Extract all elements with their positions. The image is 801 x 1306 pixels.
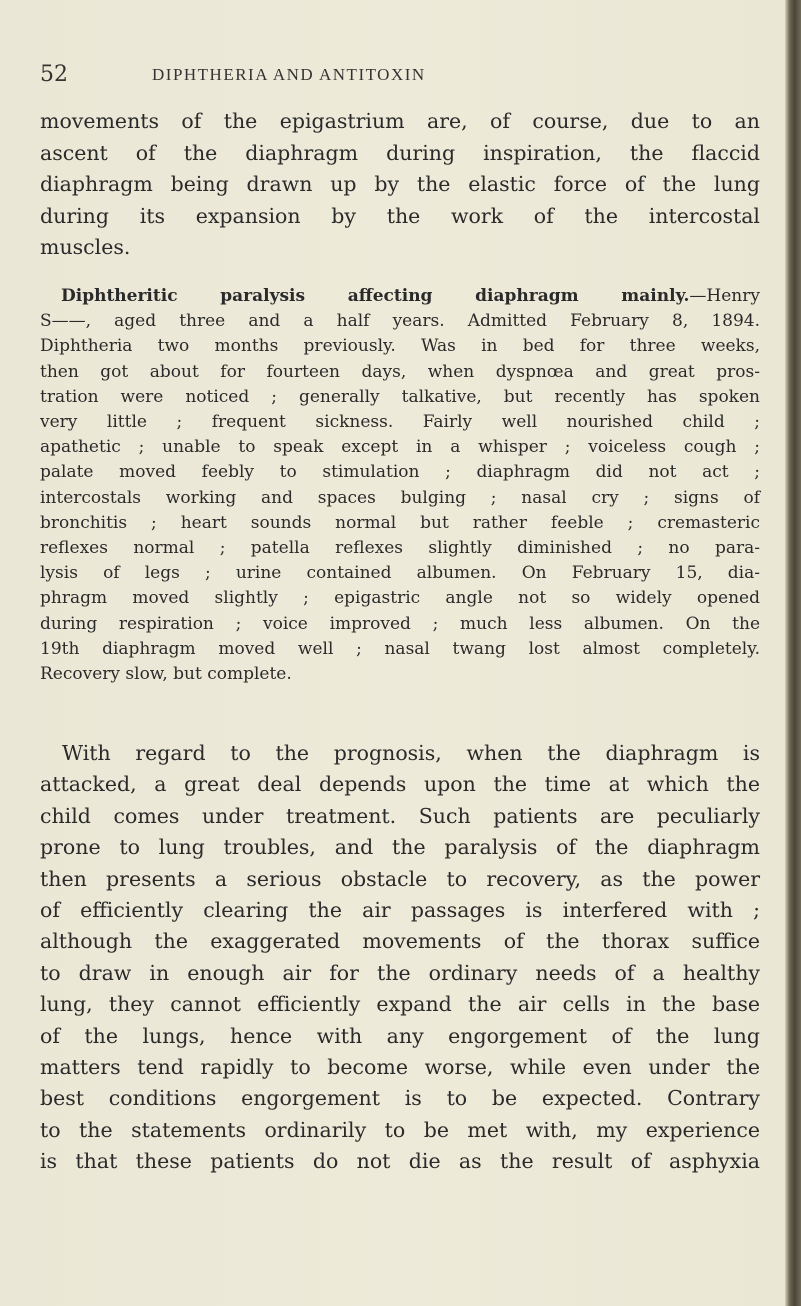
text-line: prone to lung troubles, and the paralysis of the diaphragm [40,835,760,860]
text-line: movements of the epigastrium are, of course, due to an [40,109,760,133]
text-line: S——, aged three and a half years. Admitted February 8, 1894. [40,311,760,332]
page-binding-edge [785,0,801,1306]
paragraph-diaphragm-movement [40,106,760,264]
running-head: DIPHTHERIA AND ANTITOXIN [152,65,426,84]
text-line: lysis of legs ; urine contained albumen. On February 15, dia- [40,563,760,584]
case-patient-name: —Henry [689,286,760,306]
text-line: 19th diaphragm moved well ; nasal twang lost almost completely. [40,638,760,659]
text-line: With regard to the prognosis, when the diaphragm is [62,741,760,765]
text-line: palate moved feebly to stimulation ; diaphragm did not act ; [40,462,760,483]
text-line: then got about for fourteen days, when dyspnœa and great pros- [40,361,760,382]
text-line: is that these patients do not die as the result of asphyxia [40,1149,760,1174]
text-line: tration were noticed ; generally talkative, but recently has spoken [40,386,760,407]
text-line: during its expansion by the work of the intercostal [40,203,760,228]
text-line: very little ; frequent sickness. Fairly well nourished child ; [40,412,760,433]
text-line: to the statements ordinarily to be met with, my experience [40,1117,760,1142]
text-line: lung, they cannot efficiently expand the air cells in the base [40,992,760,1017]
case-heading: Diphtheritic paralysis affecting diaphragm mainly. [61,286,690,306]
text-line: intercostals working and spaces bulging ; nasal cry ; signs of [40,487,760,508]
text-line: of the lungs, hence with any engorgement of the lung [40,1023,760,1048]
text-line: to draw in enough air for the ordinary needs of a healthy [40,960,760,985]
text-line: bronchitis ; heart sounds normal but rather feeble ; cremasteric [40,512,760,533]
text-line: although the exaggerated movements of the thorax suffice [40,929,760,954]
paragraph-prognosis [40,738,760,1178]
text-line: during respiration ; voice improved ; much less albumen. On the [40,613,760,634]
text-line: of efficiently clearing the air passages is interfered with ; [40,898,760,923]
text-line: reflexes normal ; patella reflexes slightly diminished ; no para- [40,538,760,559]
page-number: 52 [40,62,68,87]
text-line: then presents a serious obstacle to recovery, as the power [40,866,760,891]
text-line: phragm moved slightly ; epigastric angle not so widely opened [40,588,760,609]
text-line: Diphtheria two months previously. Was in bed for three weeks, [40,336,760,357]
case-report [40,284,760,687]
case-heading-line [40,284,760,309]
text-line: matters tend rapidly to become worse, while even under the [40,1055,760,1080]
text-line: attacked, a great deal depends upon the time at which the [40,772,760,797]
page-header [40,62,760,92]
text-line: ascent of the diaphragm during inspiration, the flaccid [40,140,760,165]
text-line: apathetic ; unable to speak except in a whisper ; voiceless cough ; [40,437,760,458]
text-line: diaphragm being drawn up by the elastic force of the lung [40,172,760,197]
text-line: muscles. [40,235,131,260]
text-line: child comes under treatment. Such patients are peculiarly [40,803,760,828]
text-line: Recovery slow, but complete. [40,664,292,685]
text-line: best conditions engorgement is to be expected. Contrary [40,1086,760,1111]
